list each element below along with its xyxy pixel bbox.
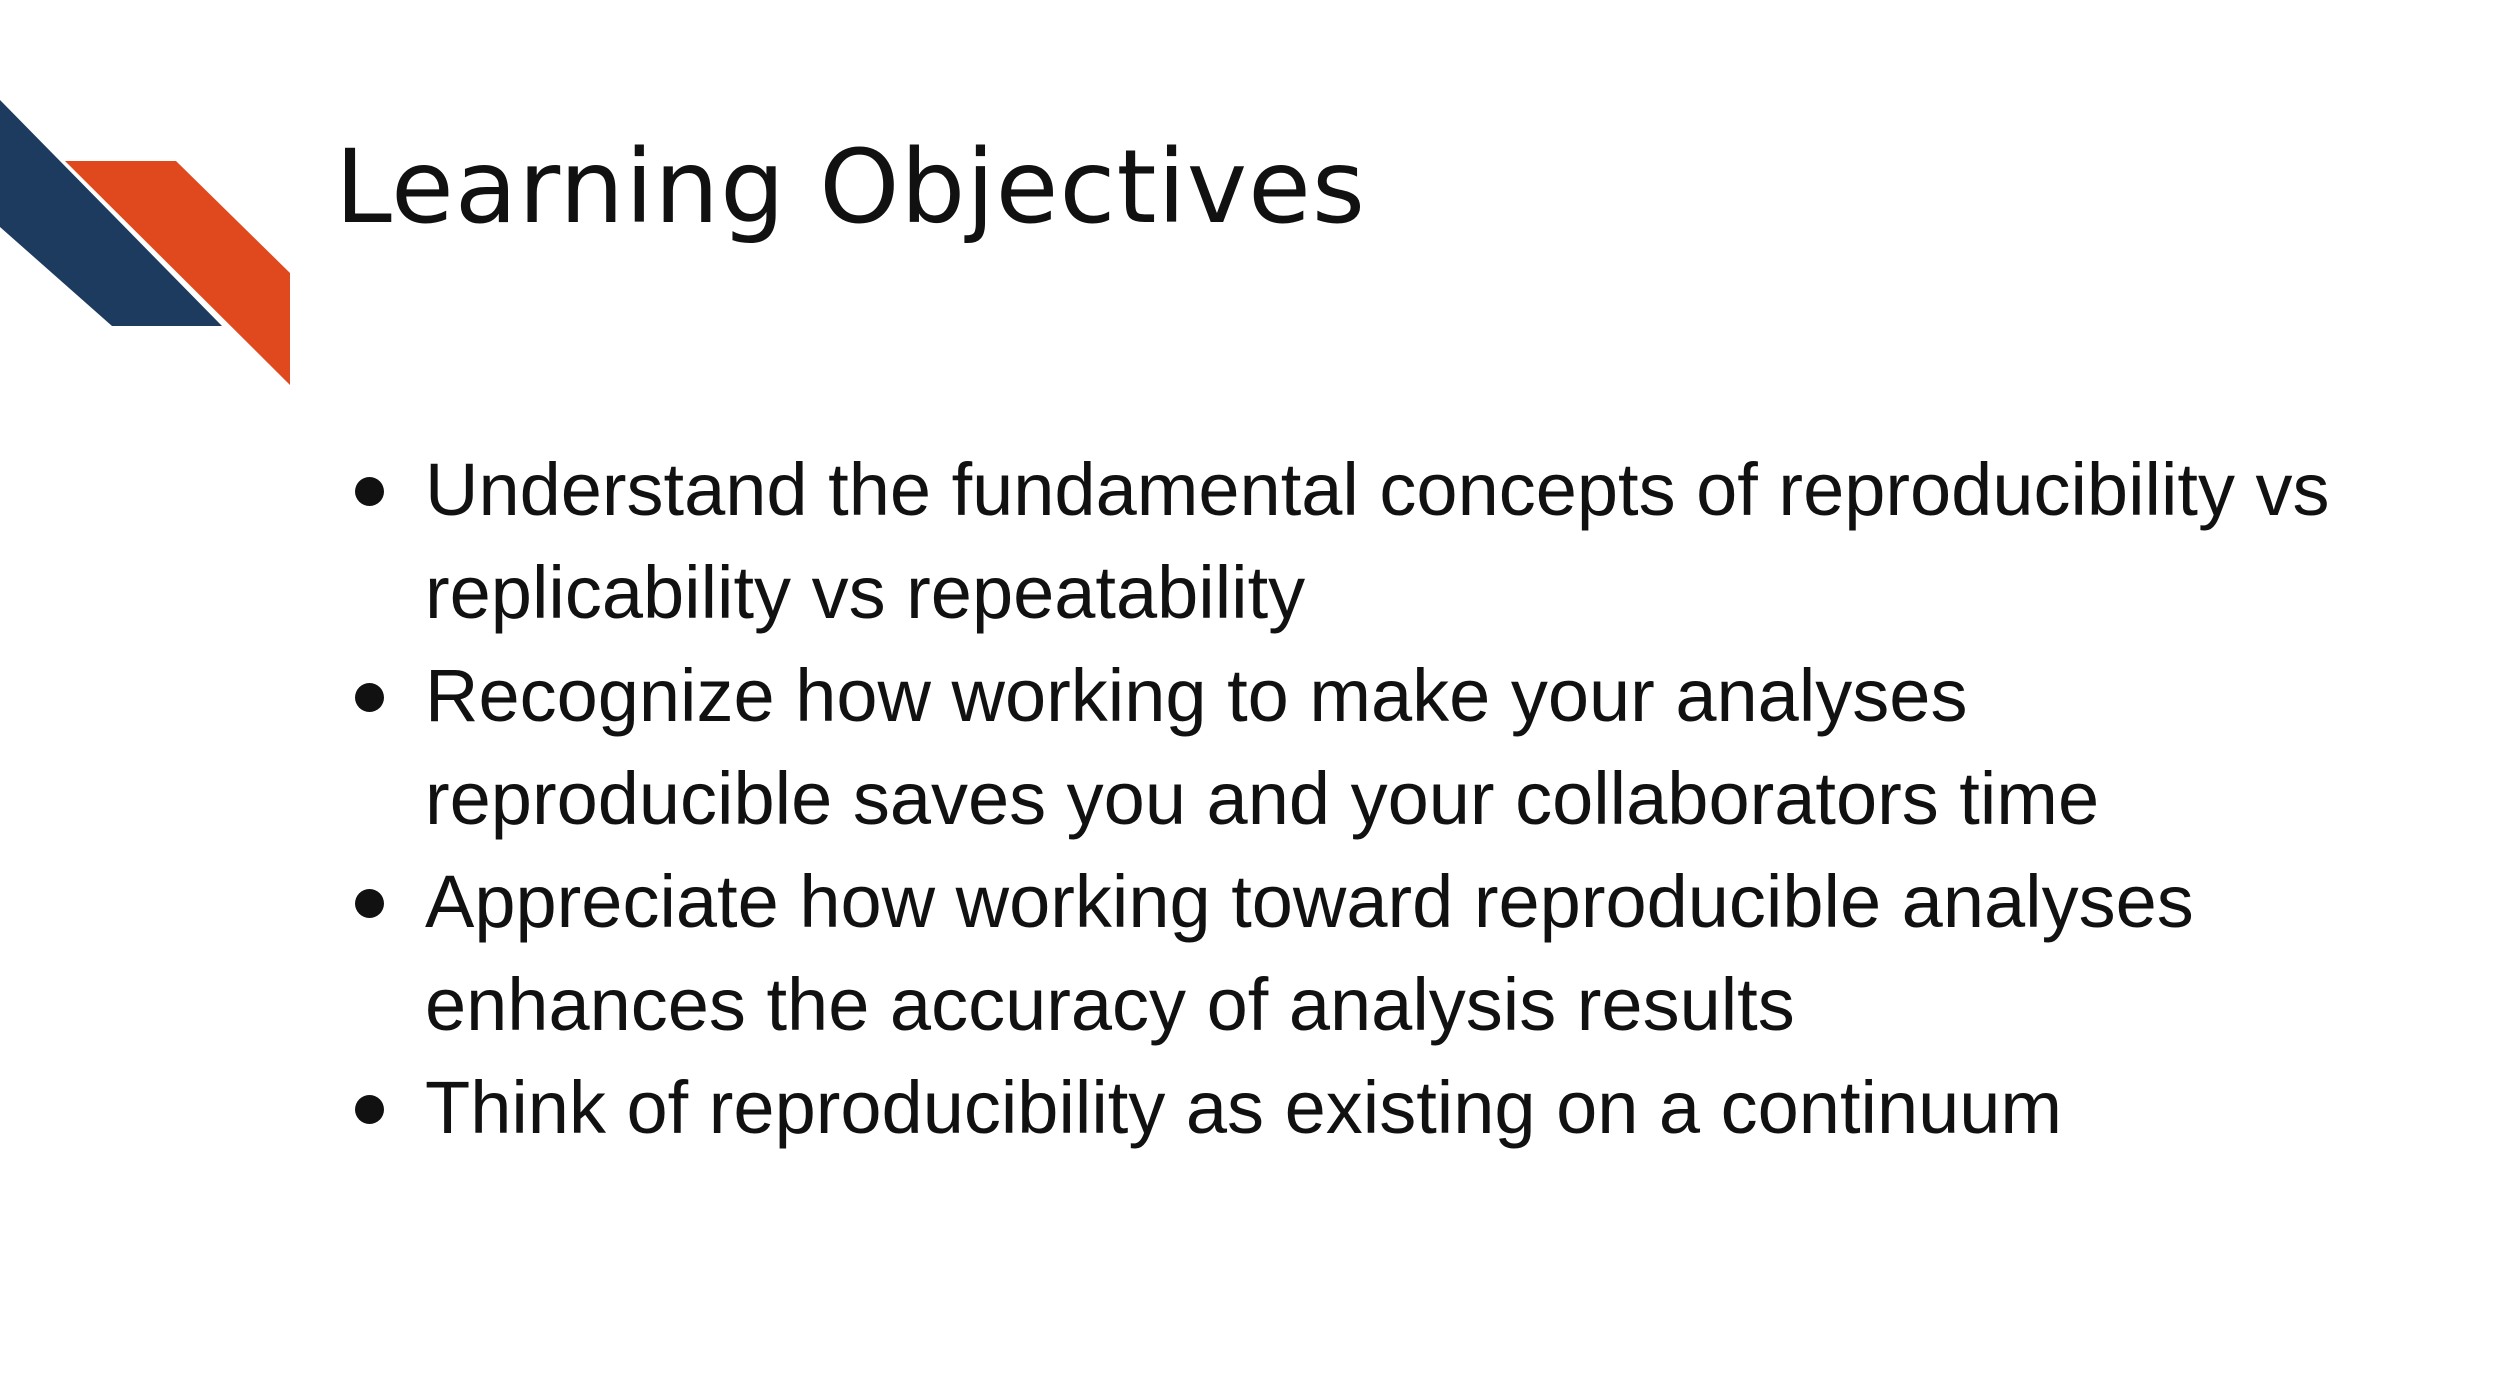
objective-text: Appreciate how working toward reproducible analyses enhances the accuracy of analysis results [425,860,2194,1046]
bullet-icon [355,477,384,506]
bullet-icon [355,683,384,712]
objective-text: Recognize how working to make your analyses reproducible saves you and your collaborators time [425,654,2100,840]
slide-title: Learning Objectives [335,128,1367,247]
bullet-icon [355,1095,384,1124]
objective-item [355,644,2335,850]
objective-item [355,850,2335,1056]
objective-item [355,438,2335,644]
objective-text: Understand the fundamental concepts of reproducibility vs replicability vs repeatability [425,448,2330,634]
objective-text: Think of reproducibility as existing on a continuum [425,1066,2063,1149]
objectives-list [355,438,2335,1159]
bullet-icon [355,889,384,918]
objective-item [355,1056,2335,1159]
diagonal-stripes-logo-icon [0,100,290,385]
